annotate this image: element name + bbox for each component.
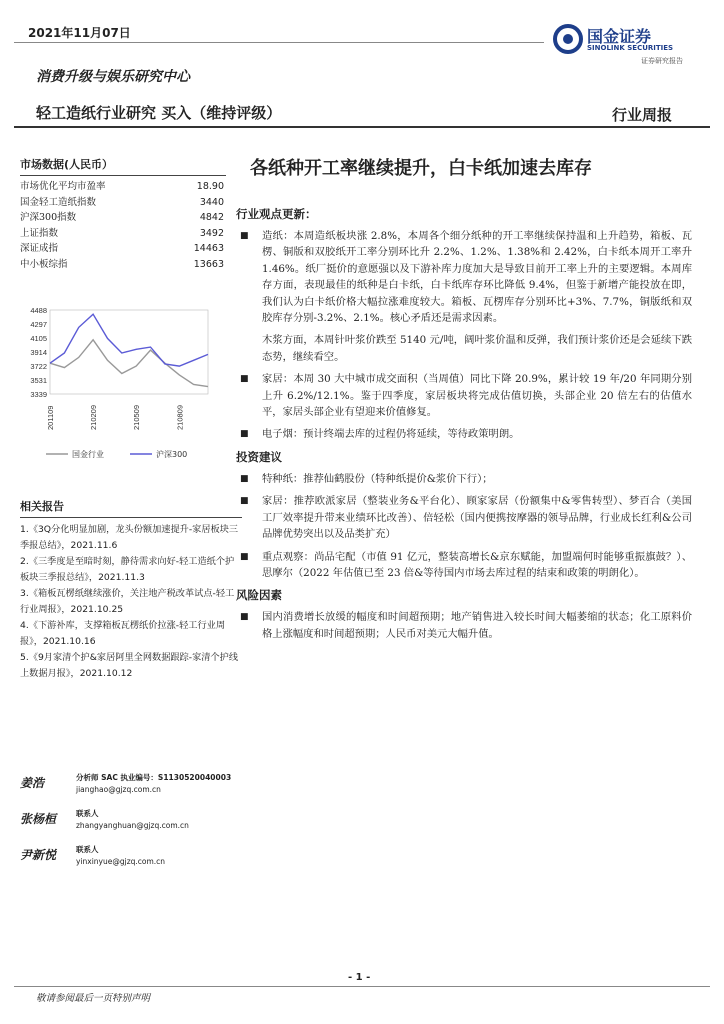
report-type: 行业周报 [612,106,673,124]
legend-label: 沪深300 [156,450,188,459]
analyst-entry [20,844,320,868]
analyst-name: 张杨桓 [20,812,57,826]
section-title-invest: 投资建议 [236,449,282,464]
y-tick-label: 3339 [30,390,47,399]
bullet-paragraph: ■ 电子烟：预计终端去库的过程仍将延续，等待政策明朗。 [236,426,692,442]
page-number: - 1 - [348,972,371,983]
bullet-paragraph: ■ 重点观察：尚品宅配（市值 91 亿元，整装高增长&京东赋能，加盟端何时能够重振旗鼓？）、思摩尔（2022 年估值已至 23 倍&等待国内市场去库过程的结束和政策的明朗化）。 [236,549,692,582]
bullet-paragraph: ■ 家居：推荐欧派家居（整装业务&平台化）、顾家家居（份额集中&零售转型）、梦百合（美国工厂效率提升带来业绩环比改善）、倍轻松（国内便携按摩器的领导品牌，行业成长红利&公司品牌优势突出以及品类扩充） [236,493,692,542]
analyst-email[interactable]: jianghao@gjzq.com.cn [76,785,161,794]
main-content [236,200,692,648]
series-line-沪深300 [50,314,208,366]
index-chart [16,302,228,470]
plot-frame [50,310,208,394]
x-tick-label: 210509 [132,404,142,430]
market-value: 4842 [199,212,224,223]
related-report-link[interactable]: 2.《三季度是至暗时刻，静待需求向好-轻工造纸个护板块三季报总结》，2021.11.3 [20,556,235,583]
market-value: 3440 [199,196,224,208]
related-report-link[interactable]: 3.《箱板瓦楞纸继续涨价，关注地产税改革试点-轻工行业周报》，2021.10.25 [20,588,235,615]
related-reports [20,498,242,682]
y-tick-label: 3722 [30,362,47,371]
analyst-entry [20,808,320,832]
market-row [20,195,226,211]
market-label: 上证指数 [20,227,59,239]
market-label: 沪深300指数 [20,212,77,223]
brand-name: 国金证券 [587,27,652,46]
market-value: 13663 [193,258,224,270]
brand-logo [553,22,703,70]
analyst-name: 尹新悦 [20,848,57,862]
y-tick-label: 4105 [30,334,47,343]
related-report-link[interactable]: 4.《下游补库，支撑箱板瓦楞纸价拉涨-轻工行业周报》，2021.10.16 [20,620,226,647]
bullet-paragraph: ■ 特种纸：推荐仙鹤股份（特种纸提价&浆价下行）； [236,471,692,487]
bullet-paragraph: ■ 造纸：本周造纸板块涨 2.8%，本周各个细分纸种的开工率继续保持温和上升趋势，箱板、瓦楞、铜版和双胶纸开工率分别环比升 2.2%、1.2%、1.38%和 2.42%，白卡纸本周开工率升 1.46%。纸厂挺价的意愿强以及下游补库力度加大是导致目前开工率上升的主要逻辑。本周库存方面，表现最佳的纸种是白卡纸，白卡纸库存环比降低 9.4%，但鉴于新增产能投放在即，我们认为白卡纸价格大幅拉涨难度较大。箱板、瓦楞库存分别环比+3%、7.7%，铜版纸和双胶库存分别-3.2%、2.1%。核心矛盾还是需求因素。 [236,228,692,326]
x-tick-label: 201109 [46,405,55,430]
x-tick-label: 210809 [175,404,185,430]
header-divider [14,126,710,128]
y-tick-label: 4488 [30,306,47,315]
market-row [20,241,226,257]
related-report-link[interactable]: 1.《3Q分化明显加剧，龙头份额加速提升-家居板块三季报总结》，2021.11.6 [20,524,239,551]
market-value: 14463 [193,243,224,254]
market-row [20,179,226,195]
index-chart-svg [16,302,228,470]
analyst-entry [20,772,320,796]
bullet-paragraph: ■ 国内消费增长放缓的幅度和时间超预期；地产销售进入较长时间大幅萎缩的状态；化工原料价格上涨幅度和时间超预期；人民币对美元大幅升值。 [236,609,692,642]
y-tick-label: 3531 [30,375,47,385]
disclaimer: 敬请参阅最后一页特别声明 [36,993,151,1004]
market-data-panel [20,156,226,272]
analyst-role: 联系人 [76,809,99,818]
market-value: 3492 [199,227,224,239]
analyst-list [20,772,320,880]
research-center: 消费升级与娱乐研究中心 [36,69,190,85]
series-line-国金行业 [50,340,208,387]
market-row [20,226,226,242]
market-row [20,210,226,226]
paragraph: 木浆方面，本周针叶浆价跌至 5140 元/吨，阔叶浆价温和反弹，我们预计浆价还是会延续下跌态势，继续看空。 [262,334,692,363]
market-label: 深证成指 [20,243,59,254]
report-date: 2021年11月07日 [28,26,131,40]
brand-name-en: SINOLINK SECURITIES [587,44,674,52]
legend-label: 国金行业 [72,450,104,459]
market-value: 18.90 [196,181,224,192]
section-title-risk: 风险因素 [236,588,282,603]
y-tick-label: 4297 [30,319,47,329]
analyst-role: 分析师 SAC 执业编号：S1130520040003 [76,773,232,782]
main-title: 各纸种开工率继续提升，白卡纸加速去库存 [250,158,592,179]
related-reports-title: 相关报告 [20,498,242,518]
market-label: 国金轻工造纸指数 [20,196,97,208]
market-label: 中小板综指 [20,258,68,270]
market-row [20,257,226,273]
brand-mark-icon [553,24,583,54]
analyst-role: 联系人 [76,845,99,854]
analyst-name: 姜浩 [20,776,45,790]
report-title: 轻工造纸行业研究 买入（维持评级） [36,104,282,122]
analyst-email[interactable]: zhangyanghuan@gjzq.com.cn [76,821,189,830]
related-report-link[interactable]: 5.《9月家清个护&家居阿里全网数据跟踪-家清个护线上数据月报》，2021.10.12 [20,652,239,679]
y-tick-label: 3914 [30,347,47,357]
x-tick-label: 210209 [89,404,99,430]
header-rule [14,42,544,43]
analyst-email[interactable]: yinxinyue@gjzq.com.cn [76,857,166,866]
bullet-paragraph: ■ 家居：本周 30 大中城市成交面积（当周值）同比下降 20.9%，累计较 19 年/20 年同期分别上升 6.2%/12.1%。鉴于四季度，家居板块将完成估值切换，头部企业 20 倍左右的估值水平，家居头部企业有望迎来价值修复。 [236,371,692,420]
brand-subtitle: 证券研究报告 [641,57,683,65]
market-data-title: 市场数据(人民币） [20,156,226,176]
section-title-view: 行业观点更新： [236,207,317,221]
footer-rule [14,986,710,987]
market-label: 市场优化平均市盈率 [20,181,106,192]
